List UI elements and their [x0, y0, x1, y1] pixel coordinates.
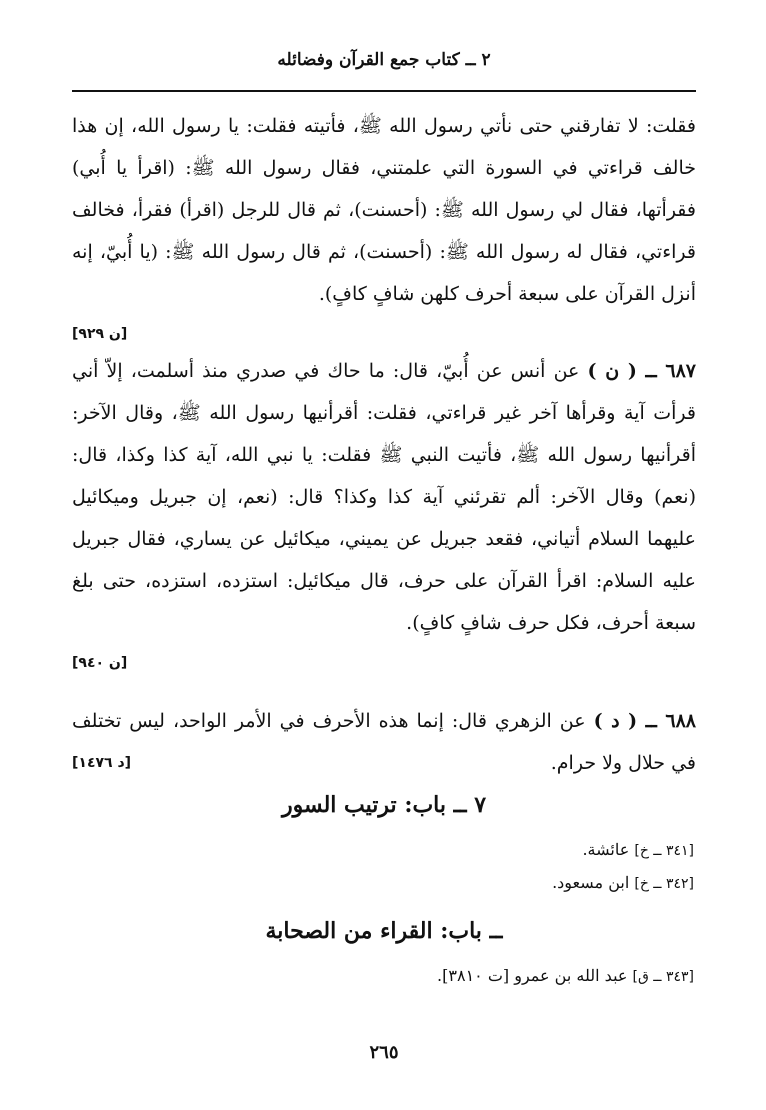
list-item-code: [٣٤١ ــ خ]	[634, 843, 694, 859]
list-item	[552, 873, 694, 892]
hadith-text: فقلت: لا تفارقني حتى نأتي رسول الله ﷺ، فأتيته فقلت: يا رسول الله، إن هذا خالف قراءتي في السورة التي علمتني، فقال رسول الله ﷺ: (اقرأ يا أُبي) فقرأتها، فقال لي رسول الله ﷺ: (أحسنت)، ثم قال للرجل (اقرأ) فقرأ، فخالف قراءتي، فقال له رسول الله ﷺ: (أحسنت)، ثم قال رسول الله ﷺ: (يا أُبيّ، إنه أنزل القرآن على سبعة أحرف كلهن شافٍ كافٍ).	[72, 115, 696, 305]
list-item-code: [٣٤٣ ــ ق]	[632, 969, 694, 985]
header-rule	[72, 90, 696, 92]
hadith-paragraph	[72, 350, 696, 644]
hadith-reference: [ن ٩٢٩]	[72, 326, 128, 342]
page-number: ٢٦٥	[369, 1042, 399, 1063]
hadith-number: ٦٨٨ ــ ( د )	[593, 710, 696, 732]
hadith-block-687	[72, 350, 696, 671]
hadith-reference: [ن ٩٤٠]	[72, 655, 128, 671]
running-head: ٢ ــ كتاب جمع القرآن وفضائله	[277, 50, 491, 70]
list-item-text: ابن مسعود.	[552, 873, 635, 892]
chapter-heading-reciters: ــ باب: القراء من الصحابة	[265, 918, 503, 944]
list-item	[437, 966, 694, 985]
list-item-text: عائشة.	[582, 840, 635, 859]
hadith-text: عن أنس عن أُبيّ، قال: ما حاك في صدري منذ أسلمت، إلاّ أني قرأت آية وقرأها آخر غير قراءتي، فقلت: أقرأنيها رسول الله ﷺ، وقال الآخر: أقرأنيها رسول الله ﷺ، فأتيت النبي ﷺ فقلت: يا نبي الله، آية كذا وكذا، قال: (نعم) وقال الآخر: ألم تقرئني آية كذا وكذا؟ قال: (نعم، إن جبريل وميكائيل عليهما السلام أتياني، فقعد جبريل عن يميني، ميكائيل عن يساري، فقال جبريل عليه السلام: اقرأ القرآن على حرف، قال ميكائيل: استزده، استزده، حتى بلغ سبعة أحرف، فكل حرف شافٍ كافٍ).	[72, 360, 696, 634]
hadith-paragraph	[72, 700, 696, 784]
hadith-number: ٦٨٧ ــ ( ن )	[587, 360, 696, 382]
list-item-code: [٣٤٢ ــ خ]	[634, 876, 694, 892]
hadith-block-688	[72, 700, 696, 784]
hadith-text: عن الزهري قال: إنما هذه الأحرف في الأمر الواحد، ليس تختلف في حلال ولا حرام.	[72, 710, 696, 774]
chapter-heading-sura-order: ٧ ــ باب: ترتيب السور	[281, 792, 487, 818]
list-item-text: عبد الله بن عمرو [ت ٣٨١٠].	[437, 966, 633, 985]
hadith-reference: [د ١٤٧٦]	[72, 755, 132, 771]
list-item	[582, 840, 694, 859]
hadith-block-continuation	[72, 105, 696, 342]
